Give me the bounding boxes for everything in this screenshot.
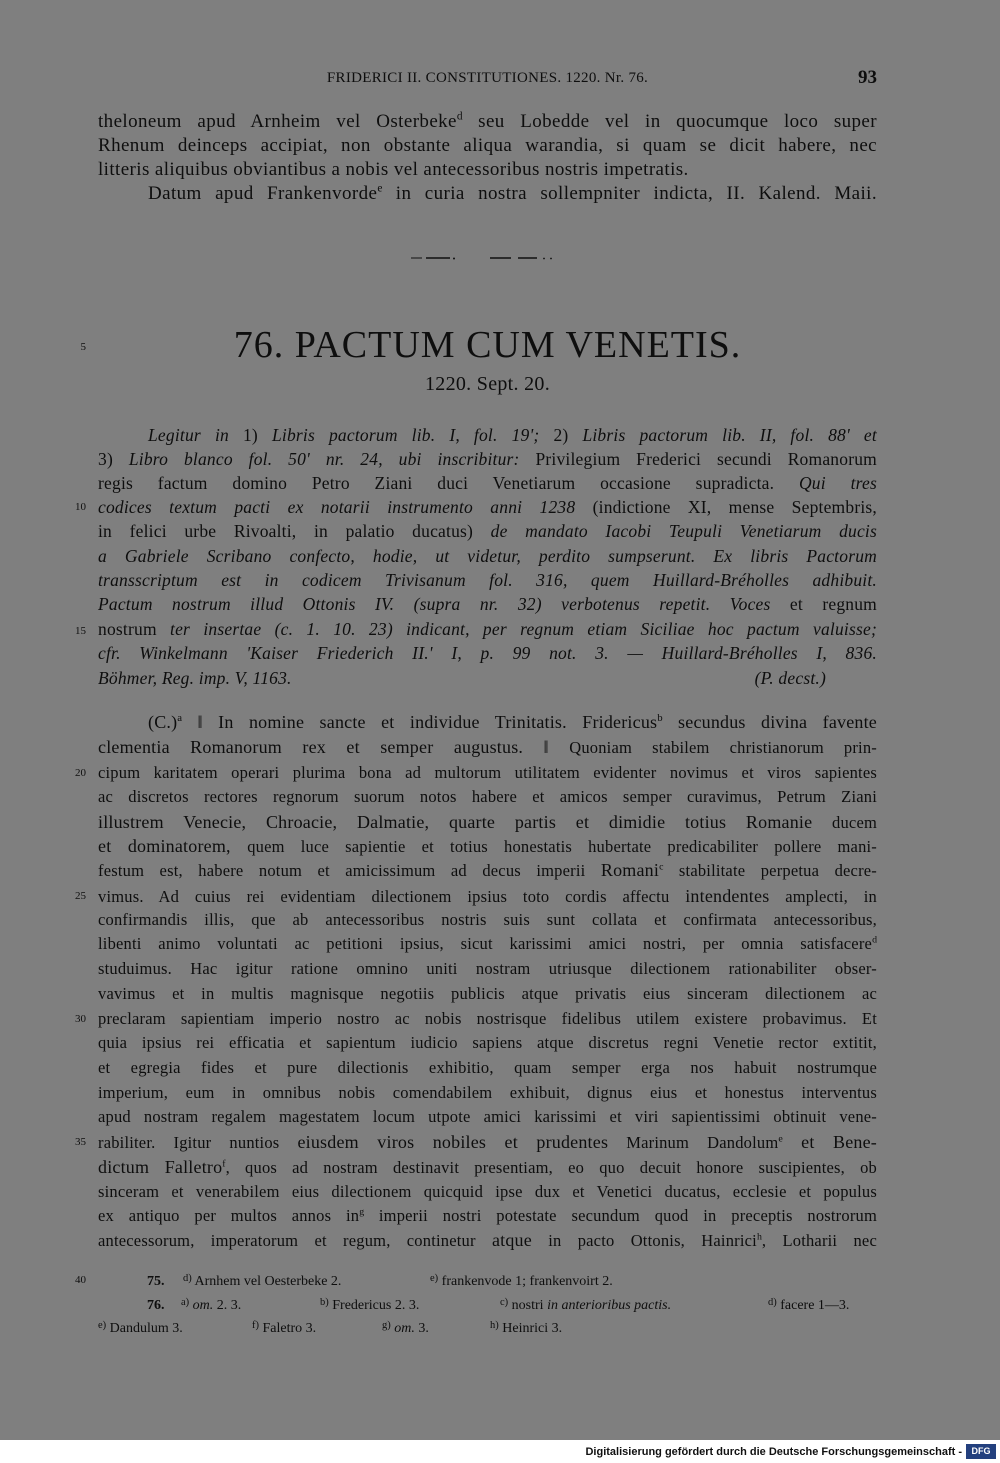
line-text: ‖ In nomine sancte et individue Trinitatis. Fridericus bbox=[182, 712, 658, 732]
line-text: studuimus. Hac igitur ratione omnino uniti nostram utriusque dilectionem rationabiliter obser- bbox=[98, 959, 877, 978]
intro-line bbox=[98, 472, 877, 494]
line-text: confirmandis illis, que ab antecessoribus nostris suis sunt collata et confirmata antecessoribus, bbox=[98, 910, 877, 929]
text-line bbox=[98, 1032, 877, 1054]
line-text: theloneum apud Arnheim vel Osterbeke bbox=[98, 111, 457, 132]
italic-text: cfr. Winkelmann 'Kaiser Friederich II.' I, p. 99 not. 3. — Huillard-Bréholles I, 836. bbox=[98, 643, 877, 663]
line-text: antecessorum, imperatorum et regum, continetur bbox=[98, 1231, 492, 1250]
line-text: Dandulum 3. bbox=[109, 1321, 183, 1336]
line-text: 1) bbox=[242, 425, 272, 445]
footnote-mark: c bbox=[659, 861, 664, 873]
line-text: et regnum bbox=[789, 594, 877, 614]
text-line bbox=[98, 1131, 877, 1153]
intro-line bbox=[98, 618, 877, 640]
text-line bbox=[98, 885, 877, 907]
text-line bbox=[98, 1106, 877, 1128]
italic-text: codices textum pacti ex notarii instrumento anni 1238 bbox=[98, 497, 593, 517]
line-text: 2) bbox=[553, 425, 583, 445]
italic-text: Qui tres bbox=[798, 473, 877, 493]
line-text: seu Lobedde vel in quocumque loco super bbox=[462, 111, 877, 132]
footnote-mark: h) bbox=[490, 1320, 499, 1331]
footnote-mark: b bbox=[657, 712, 663, 724]
text-line bbox=[98, 933, 877, 955]
line-text: frankenvode 1; frankenvoirt 2. bbox=[441, 1274, 613, 1289]
footnote bbox=[320, 1297, 419, 1315]
margin-line-number: 10 bbox=[75, 501, 86, 513]
italic-text: Legitur in bbox=[148, 425, 243, 445]
intro-line bbox=[98, 569, 877, 591]
line-text: quem luce sapientie et totius honestatis hubertate predicabiliter pollere mani- bbox=[247, 837, 877, 856]
footnote bbox=[500, 1297, 671, 1315]
line-text: intendentes bbox=[685, 886, 770, 906]
intro-line bbox=[148, 424, 877, 446]
italic-text: om. bbox=[394, 1321, 415, 1336]
footnote-mark: e) bbox=[430, 1273, 439, 1284]
footnote bbox=[181, 1297, 241, 1315]
line-text: rabiliter. Igitur nuntios bbox=[98, 1133, 298, 1152]
line-text: Privilegium Frederici secundi Romanorum bbox=[535, 449, 877, 469]
line-text: apud nostram regalem magestatem locum utpote amici karissimi et viri sapientissimi obtinuit vene- bbox=[98, 1107, 877, 1126]
text-line bbox=[98, 835, 877, 857]
footnote-mark: f bbox=[222, 1158, 226, 1170]
line-text: Faletro 3. bbox=[262, 1321, 317, 1336]
line-text: in pacto Ottonis, Hainrici bbox=[531, 1231, 757, 1250]
italic-text: de mandato Iacobi Teupuli Venetiarum ducis bbox=[490, 521, 878, 541]
text-line bbox=[98, 1205, 877, 1227]
text-line bbox=[98, 859, 877, 881]
text-line bbox=[98, 1082, 877, 1104]
margin-line-number: 20 bbox=[75, 767, 86, 779]
footnote-mark: d bbox=[456, 110, 463, 123]
text-line bbox=[98, 1181, 877, 1203]
line-text: quia ipsius rei efficatia et sapientum iudicio sapiens atque discretus regni Venetie rector extitit, bbox=[98, 1033, 877, 1052]
footnote bbox=[183, 1273, 341, 1291]
editor-initials: (P. decst.) bbox=[754, 668, 826, 688]
line-text: Fredericus 2. 3. bbox=[332, 1298, 420, 1313]
line-text: , quos ad nostram destinavit presentiam, eo quo decuit honore suscipientes, ob bbox=[225, 1158, 877, 1177]
line-text: , Lotharii nec bbox=[761, 1231, 877, 1250]
intro-line bbox=[98, 667, 826, 689]
footnote-document-number bbox=[147, 1297, 165, 1315]
italic-text: om. bbox=[192, 1298, 214, 1313]
line-text: imperii nostri potestate secundum quod in preceptis nostrorum bbox=[364, 1206, 877, 1225]
line-text: imperium, eum in omnibus nobis comendabilem exhibuit, dignus eius et honestus interventus bbox=[98, 1083, 877, 1102]
margin-line-number: 25 bbox=[75, 890, 86, 902]
text-line bbox=[98, 762, 877, 784]
italic-text: a Gabriele Scribano confecto, hodie, ut videtur, perdito sumpserunt. Ex libris Pactorum bbox=[98, 546, 877, 566]
text-line bbox=[98, 909, 877, 931]
text-line bbox=[98, 1057, 877, 1079]
footnote bbox=[98, 1320, 183, 1338]
line-text: clementia Romanorum rex et semper augustus. ‖ bbox=[98, 737, 570, 757]
line-text: festum est, habere notum et amicissimum ad decus imperii bbox=[98, 861, 601, 880]
line-text: in curia nostra sollempniter indicta, II. Kalend. Maii. bbox=[382, 183, 877, 204]
footnote-mark: a bbox=[177, 712, 183, 724]
footnote-mark: f) bbox=[252, 1320, 259, 1331]
footnote-mark: h bbox=[756, 1231, 762, 1243]
footnote-mark: a) bbox=[181, 1297, 190, 1308]
footnote bbox=[768, 1297, 849, 1315]
footnote-mark: g) bbox=[382, 1320, 391, 1331]
text-line bbox=[98, 159, 877, 181]
document-title: 76. PACTUM CUM VENETIS. bbox=[233, 324, 742, 366]
line-text: secundus divina favente bbox=[662, 712, 877, 732]
line-text: atque bbox=[491, 1230, 532, 1250]
text-line bbox=[98, 1008, 877, 1030]
margin-line-number: 40 bbox=[75, 1274, 86, 1286]
line-text: 3. bbox=[414, 1321, 429, 1336]
margin-line-number: 30 bbox=[75, 1013, 86, 1025]
italic-text: Libris pactorum lib. I, fol. 19'; bbox=[271, 425, 554, 445]
line-text: amplecti, in bbox=[769, 887, 877, 906]
text-line bbox=[98, 736, 877, 758]
line-text: 75. bbox=[147, 1274, 165, 1289]
line-text: Romani bbox=[600, 860, 660, 880]
line-text: et Bene- bbox=[782, 1132, 877, 1152]
line-text: libenti animo voluntati ac petitioni ipsius, sicut karissimi amici nostri, per omnia satisfacere bbox=[98, 934, 873, 953]
line-text: facere 1—3. bbox=[780, 1298, 850, 1313]
document-date: 1220. Sept. 20. bbox=[424, 373, 551, 395]
line-text: ex antiquo per multos annos in bbox=[98, 1206, 360, 1225]
text-line bbox=[98, 958, 877, 980]
intro-line bbox=[98, 448, 877, 470]
footnote-mark: g bbox=[359, 1206, 365, 1218]
line-text: sinceram et venerabilem eius dilectionem quicquid ipse dux et Venetici ducatus, ecclesie et populus bbox=[98, 1182, 877, 1201]
intro-line bbox=[98, 593, 877, 615]
text-line bbox=[148, 183, 877, 205]
line-text: Rhenum deinceps accipiat, non obstante aliqua warandia, si quam se dicit habere, nec bbox=[98, 135, 877, 156]
footnote bbox=[430, 1273, 613, 1291]
italic-text: Libris pactorum lib. II, fol. 88' et bbox=[582, 425, 877, 445]
text-line bbox=[98, 1156, 877, 1178]
footnote-mark: d) bbox=[183, 1273, 192, 1284]
footnote-mark: e bbox=[778, 1133, 783, 1145]
dfg-logo: DFG bbox=[966, 1444, 996, 1459]
text-line bbox=[98, 1229, 877, 1251]
line-text: Marinum Dandolum bbox=[608, 1133, 779, 1152]
line-text: (indictione XI, mense Septembris, bbox=[592, 497, 877, 517]
line-text: Datum apud Frankenvorde bbox=[148, 183, 378, 204]
line-text: 76. bbox=[147, 1298, 165, 1313]
line-text: Arnhem vel Oesterbeke 2. bbox=[194, 1274, 342, 1289]
line-text: litteris aliquibus obviantibus a nobis vel antecessoribus nostris impetratis. bbox=[98, 159, 689, 180]
line-text: Heinrici 3. bbox=[502, 1321, 563, 1336]
italic-text: Libro blanco fol. 50' nr. 24, ubi inscribitur: bbox=[128, 449, 536, 469]
line-text: ducem bbox=[832, 813, 877, 832]
line-text: vavimus et in multis magnisque negotiis publicis atque privatis eius sinceram dilectionem ac bbox=[98, 984, 877, 1003]
intro-line bbox=[98, 520, 877, 542]
text-line bbox=[98, 811, 877, 833]
line-text: stabilitate perpetua decre- bbox=[663, 861, 877, 880]
intro-line bbox=[98, 545, 877, 567]
intro-line bbox=[98, 642, 877, 664]
line-text: 3) bbox=[98, 449, 129, 469]
line-text: illustrem Venecie, Chroacie, Dalmatie, quarte partis et dimidie totius Romanie bbox=[98, 812, 833, 832]
text-line bbox=[98, 111, 877, 133]
digitization-footer bbox=[0, 1440, 1000, 1463]
footnote-mark: b) bbox=[320, 1297, 329, 1308]
footnote bbox=[252, 1320, 316, 1338]
text-line bbox=[148, 711, 877, 733]
footnote bbox=[490, 1320, 562, 1338]
footnote bbox=[382, 1320, 429, 1338]
footnote-mark: d bbox=[872, 934, 877, 946]
line-text: et egregia fides et pure dilectionis exhibitio, quam semper erga nos habuit nostrumque bbox=[98, 1058, 877, 1077]
margin-line-number: 35 bbox=[75, 1136, 86, 1148]
text-line bbox=[98, 135, 877, 157]
bibliography-reference: Böhmer, Reg. imp. V, 1163. bbox=[98, 668, 292, 688]
ornamental-separator bbox=[400, 250, 580, 266]
footnote-mark: e) bbox=[98, 1320, 107, 1331]
margin-line-number: 5 bbox=[80, 341, 86, 353]
running-title: FRIDERICI II. CONSTITUTIONES. 1220. Nr. 76. bbox=[326, 70, 649, 86]
line-text: ac discretos rectores regnorum suorum notos habere et amicos semper curavimus, Petrum Ziani bbox=[98, 787, 877, 806]
line-text: dictum Falletro bbox=[98, 1157, 223, 1177]
italic-text: Pactum nostrum illud Ottonis IV. (supra nr. 32) verbotenus repetit. Voces bbox=[98, 594, 790, 614]
footnote-mark: c) bbox=[500, 1297, 509, 1308]
footnote-document-number bbox=[147, 1273, 165, 1291]
page-number: 93 bbox=[858, 67, 877, 88]
line-text: preclaram sapientiam imperio nostro ac nobis nostrisque fidelibus utilem existere probavimus. Et bbox=[98, 1009, 877, 1028]
italic-text: ter insertae (c. 1. 10. 23) indicant, per regnum etiam Siciliae hoc pactum valuisse; bbox=[170, 619, 877, 639]
line-text: cipum karitatem operari plurima bona ad multorum utilitatem evidenter novimus et viros sapientes bbox=[98, 763, 877, 782]
line-text: vimus. Ad cuius rei evidentiam dilectionem ipsius toto cordis affectu bbox=[98, 887, 686, 906]
funding-credit: Digitalisierung gefördert durch die Deutsche Forschungsgemeinschaft - bbox=[585, 1446, 962, 1458]
footnote-mark: e bbox=[377, 182, 383, 195]
line-text: (C.) bbox=[148, 712, 178, 732]
italic-text: transscriptum est in codicem Trivisanum fol. 316, quem Huillard-Bréholles adhibuit. bbox=[98, 570, 877, 590]
intro-line bbox=[98, 496, 877, 518]
line-text: in felici urbe Rivoalti, in palatio ducatus) bbox=[98, 521, 491, 541]
line-text: eiusdem viros nobiles et prudentes bbox=[297, 1132, 609, 1152]
text-line bbox=[98, 983, 877, 1005]
footnote-mark: d) bbox=[768, 1297, 777, 1308]
italic-text: in anterioribus pactis. bbox=[547, 1298, 672, 1313]
line-text: regis factum domino Petro Ziani duci Venetiarum occasione supradicta. bbox=[98, 473, 799, 493]
line-text: nostrum bbox=[98, 619, 171, 639]
margin-line-number: 15 bbox=[75, 625, 86, 637]
line-text: 2. 3. bbox=[213, 1298, 242, 1313]
line-text: nostri bbox=[511, 1298, 548, 1313]
line-text: Quoniam stabilem christianorum prin- bbox=[569, 738, 877, 757]
text-line bbox=[98, 786, 877, 808]
line-text: et dominatorem, bbox=[98, 836, 248, 856]
